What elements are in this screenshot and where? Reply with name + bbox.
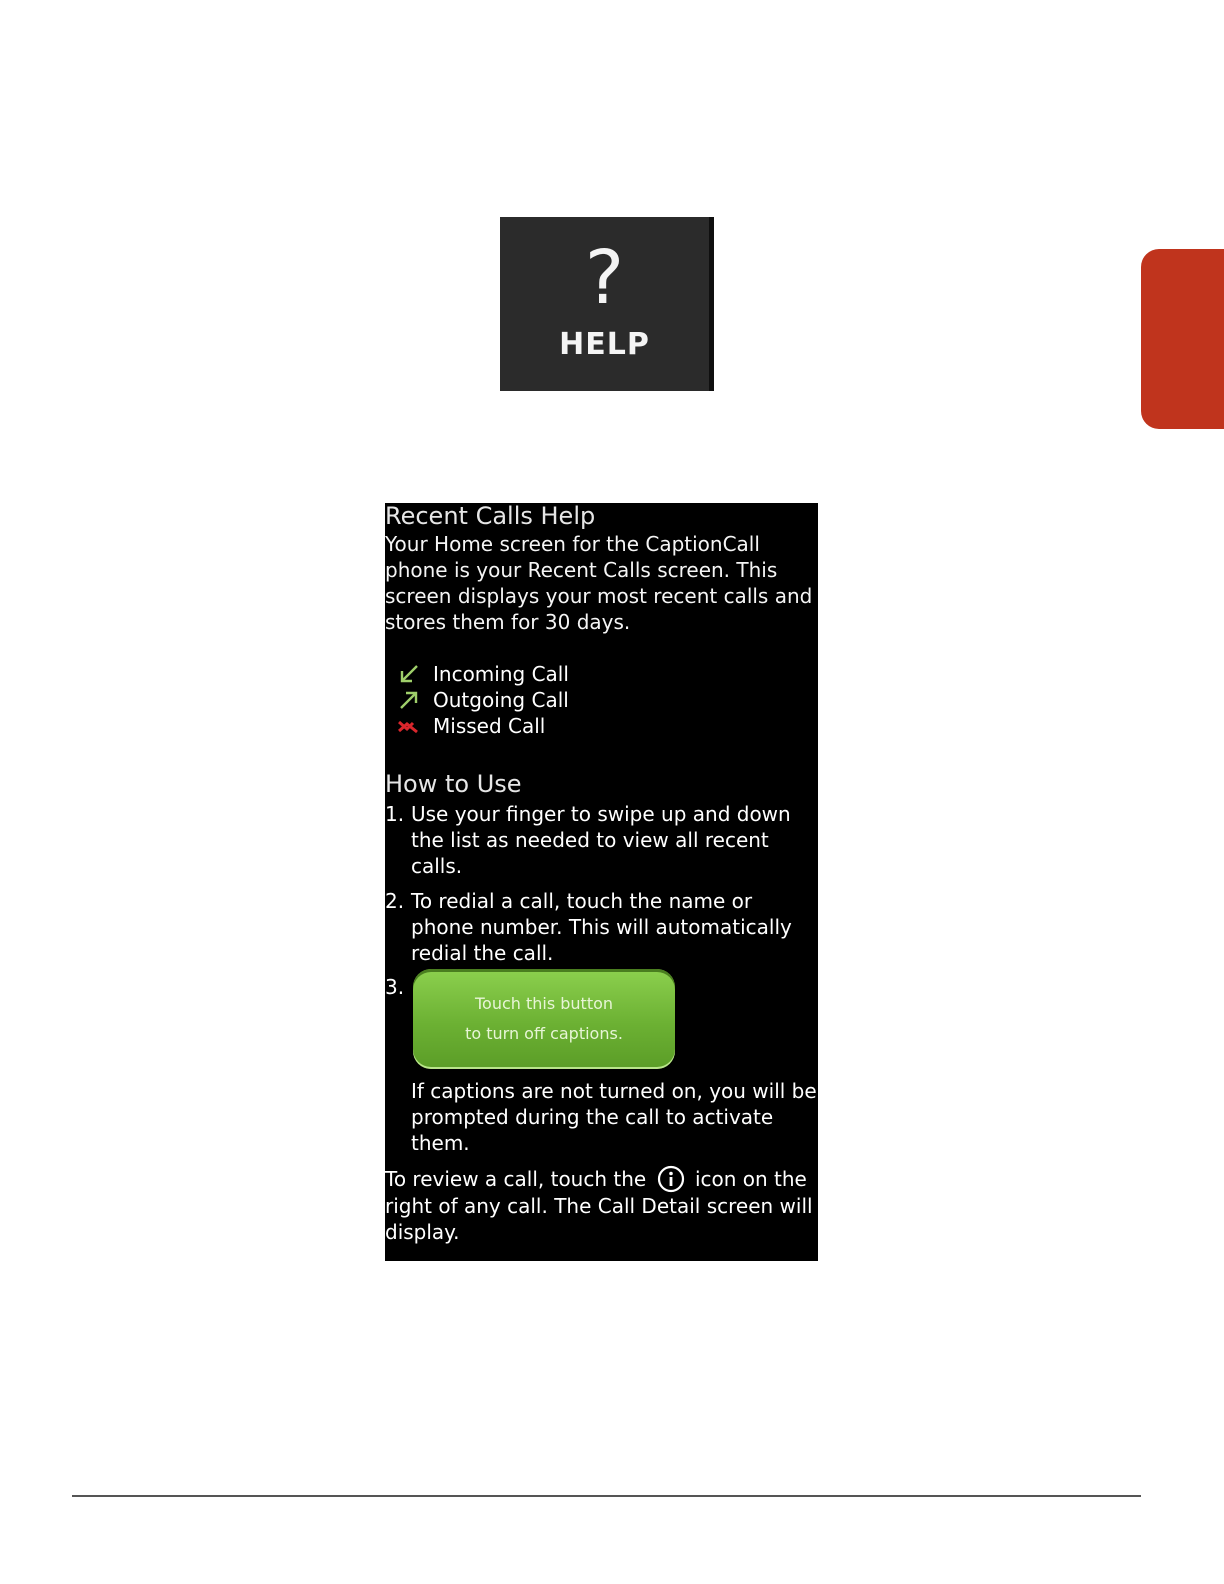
step-text: To redial a call, touch the name or phone number. This will automatically redial the call. [411,889,792,965]
step-number: 2. [385,889,405,913]
how-to-use-heading: How to Use [385,770,522,798]
help-label: HELP [559,327,650,362]
legend-item-outgoing [397,687,569,713]
step-number: 3. [385,975,405,999]
info-icon [657,1165,685,1193]
call-type-legend [397,661,569,739]
step-item [385,801,817,881]
help-screen-title: Recent Calls Help [385,503,596,530]
turn-off-captions-button[interactable] [413,969,675,1069]
outgoing-call-icon [397,688,421,712]
review-text-after: icon on the right of any call. The Call Detail screen will display. [385,1167,813,1244]
legend-label: Missed Call [433,714,546,738]
review-text-before: To review a call, touch the [385,1167,647,1191]
step-number: 1. [385,802,405,826]
step-item [385,888,817,968]
question-mark-icon: ? [584,235,625,321]
captions-button-line-1: Touch this button [474,994,614,1013]
help-intro-text: Your Home screen for the CaptionCall phone is your Recent Calls screen. This screen displays your most recent calls and stores them for 30 days. [385,532,813,634]
chapter-side-tab [1141,249,1224,429]
step-text: Use your finger to swipe up and down the list as needed to view all recent calls. [411,802,791,878]
missed-call-icon [397,714,421,738]
legend-item-incoming [397,661,569,687]
captions-prompt-text: If captions are not turned on, you will be prompted during the call to activate them. [411,1079,817,1155]
help-button-image [500,217,714,391]
captions-button-line-2: to turn off captions. [465,1024,623,1043]
legend-label: Outgoing Call [433,688,569,712]
legend-item-missed [397,713,569,739]
review-call-text [385,1165,817,1245]
recent-calls-help-screen [385,503,818,1261]
legend-label: Incoming Call [433,662,569,686]
footer-divider [72,1495,1141,1497]
incoming-call-icon [397,662,421,686]
